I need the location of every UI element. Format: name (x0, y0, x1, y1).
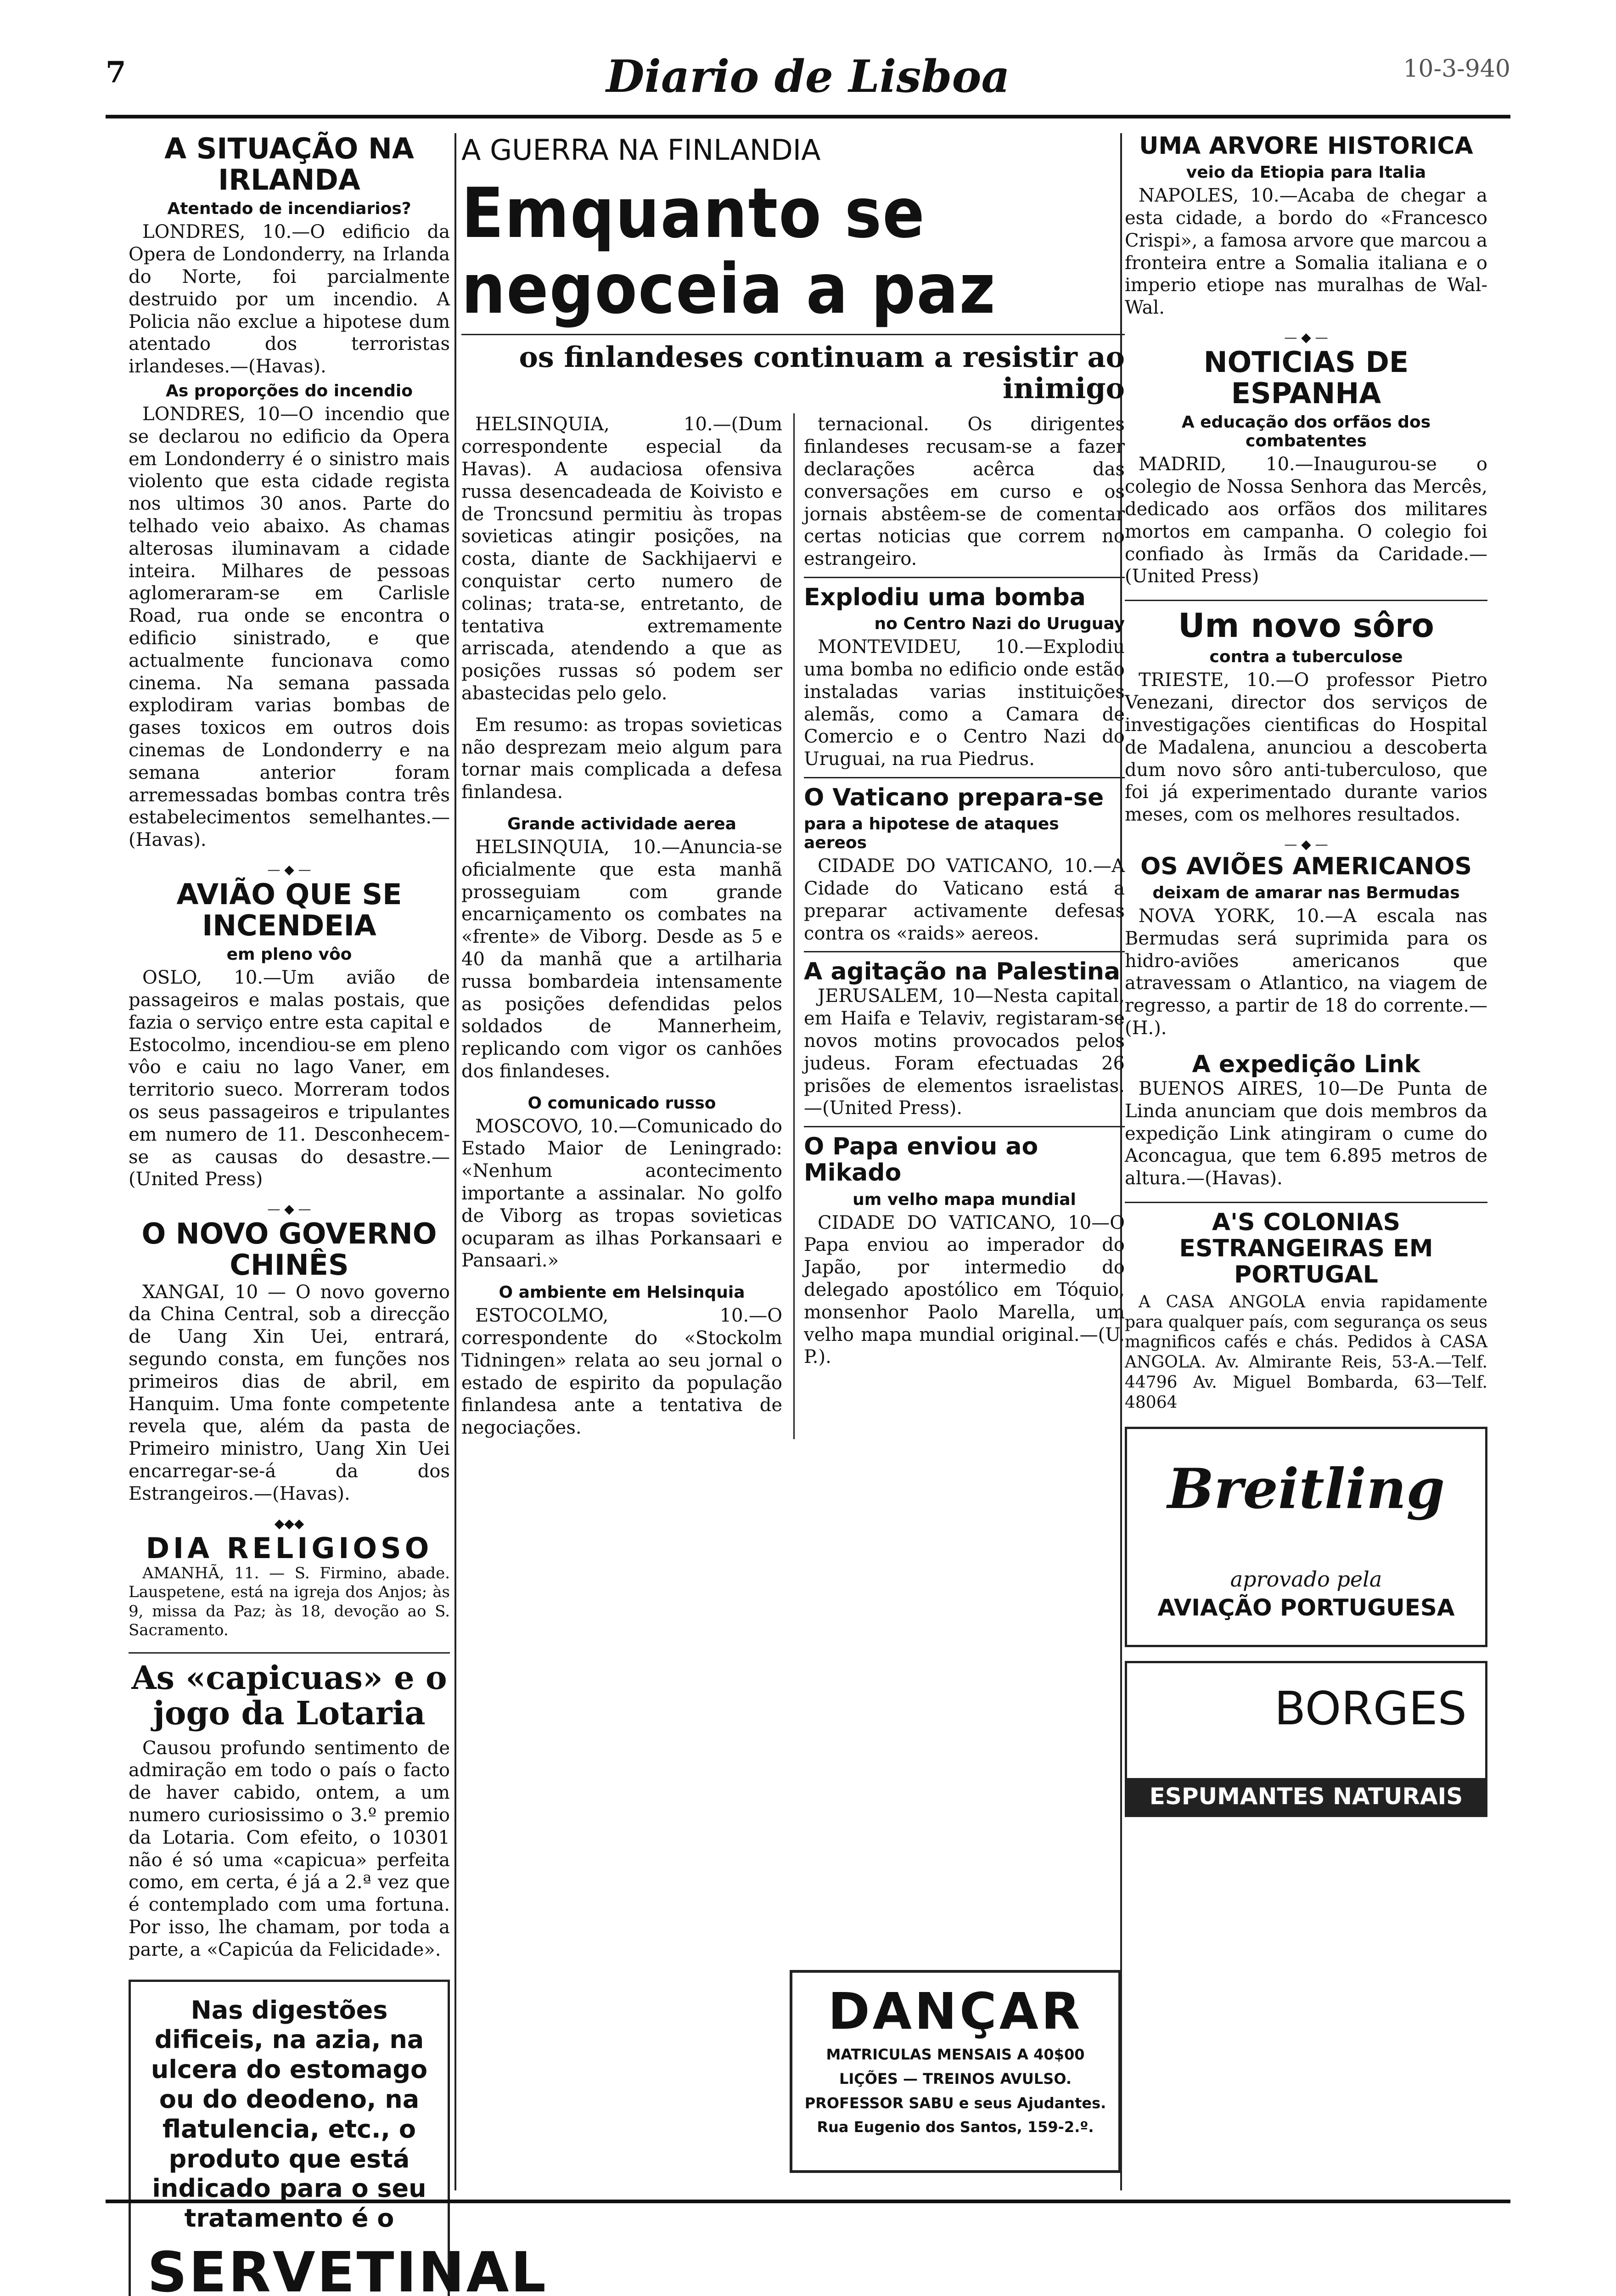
article-arvore (1125, 133, 1487, 319)
headline: A'S COLONIAS ESTRANGEIRAS EM PORTUGAL (1179, 1209, 1433, 1289)
main-deck: os finlandeses continuam a resistir ao inimigo (519, 340, 1125, 405)
paragraph: NAPOLES, 10.—Acaba de chegar a esta cidade, a bordo do «Francesco Crispi», a famosa arvore que marcou a fronteira entre a Somalia italiana e o imperio etiope nas muralhas de Wal-Wal. (1125, 185, 1487, 319)
ad-line: PROFESSOR SABU e seus Ajudantes. (804, 2094, 1106, 2112)
column-1 (129, 132, 548, 2296)
headline: AVIÃO QUE SE INCENDEIA (176, 877, 402, 943)
dancar-advertisement (790, 1970, 1121, 2173)
divider (129, 1652, 450, 1654)
divider (461, 334, 1125, 335)
headline: O Papa enviou ao Mikado (804, 1133, 1038, 1187)
paragraph: HELSINQUIA, 10.—(Dum correspondente especial da Havas). A audaciosa ofensiva russa desencadeada de Koivisto e de Troncsund permitiu às tropas sovieticas atingir posições, na costa, diante de Sackhijaervi e conquistar certo numero de colinas; trata-se, entretanto, de tentativa extremamente arriscada, atendendo a que as posições russas só podem ser abastecidas pelo gelo. (461, 414, 782, 704)
paragraph: MONTEVIDEU, 10.—Explodiu uma bomba no edificio onde estão instaladas varias instituições alemãs, como a Camara de Comercio e o Centro Nazi do Uruguai, na rua Piedrus. (804, 636, 1125, 770)
divider (804, 777, 1125, 778)
paragraph: MADRID, 10.—Inaugurou-se o colegio de Nossa Senhora das Mercês, dedicado aos orfãos dos militares mortos em campanha. O colegio foi confiado às Irmãs da Caridade.—(United Press) (1125, 454, 1487, 587)
ad-title: DANÇAR (828, 1982, 1083, 2041)
subheadline: Grande actividade aerea (507, 814, 736, 833)
newspaper-title: Diario de Lisboa (606, 51, 1010, 102)
divider (1125, 1202, 1487, 1203)
ad-text: aprovado pela (1230, 1567, 1382, 1592)
paragraph: CIDADE DO VATICANO, 10.—A Cidade do Vaticano está a preparar activamente defesas contra os «raids» aereos. (804, 855, 1125, 944)
article-soro (1125, 608, 1487, 826)
subheadline: um velho mapa mundial (853, 1190, 1076, 1209)
headline: OS AVIÕES AMERICANOS (1140, 852, 1472, 880)
paragraph: OSLO, 10.—Um avião de passageiros e malas postais, que fazia o serviço entre esta capital e Estocolmo, incendiou-se em pleno vôo e caiu no lago Vaner, em territorio sueco. Morreram todos os seus passageiros e tripulantes em numero de 11. Desconhecem-se as causas do desastre.—(United Press) (129, 967, 450, 1190)
subheadline: Atentado de incendiarios? (167, 199, 411, 219)
paragraph: MOSCOVO, 10.—Comunicado do Estado Maior de Leningrado: «Nenhum acontecimento importante a assinalar. No golfo de Viborg as tropas sovieticas ocuparam as ilhas Porkansaari e Pansaari.» (461, 1115, 782, 1272)
paragraph: AMANHÃ, 11. — S. Firmino, abade. Lauspetene, está na igreja dos Anjos; às 9, missa da Paz; às 18, devoção ao S. Sacramento. (129, 1564, 450, 1640)
headline: O Vaticano prepara-se (804, 783, 1104, 811)
headline: Um novo sôro (1178, 606, 1435, 645)
article-capicuas (129, 1660, 450, 1961)
paragraph: ternacional. Os dirigentes finlandeses recusam-se a fazer declarações acêrca das conversações em curso e os jornais abstêem-se de comentar certas noticias que correm no estrangeiro. (804, 414, 1125, 570)
paragraph: Em resumo: as tropas sovieticas não desprezam meio algum para tornar mais complicada a defesa finlandesa. (461, 714, 782, 803)
paragraph: HELSINQUIA, 10.—Anuncia-se oficialmente que esta manhã prosseguiam com grande encarniçamento os combates na «frente» de Viborg. Desde as 5 e 40 da manhã que a artilharia russa bombardeia intensamente as posições defendidas pelos soldados de Mannerheim, replicando com vigor os canhões dos finlandeses. (461, 836, 782, 1082)
article-avioes-americanos (1125, 854, 1487, 1040)
paragraph: JERUSALEM, 10—Nesta capital, em Haifa e Telaviv, registaram-se novos motins provocados pelos judeus. Foram efectuadas 26 prisões de elementos israelistas.—(United Press). (804, 985, 1125, 1119)
section-kicker: A GUERRA NA FINLANDIA (461, 133, 821, 167)
ornament-divider: ◆◆◆ (274, 1515, 304, 1531)
ad-tagline: ESPUMANTES NATURAIS (1127, 1778, 1485, 1815)
subheadline: no Centro Nazi do Uruguay (874, 614, 1125, 634)
paragraph: LONDRES, 10.—O edificio da Opera de Londonderry, na Irlanda do Norte, foi parcialmente destruido por um incendio. A Policia não exclue a hipotese dum atentado dos terroristas irlandeses.—(Havas). (129, 221, 450, 377)
subheadline: O ambiente em Helsinquia (499, 1283, 745, 1302)
subheadline: veio da Etiopia para Italia (1186, 163, 1426, 182)
paragraph: LONDRES, 10—O incendio que se declarou no edificio da Opera em Londonderry é o sinistro mais violento que esta cidade regista nos ultimos 30 anos. Parte do telhado veio abaixo. As chamas alterosas iluminavam a cidade inteira. Milhares de pessoas aglomeraram-se em Carlisle Road, rua onde se encontra o edificio sinistrado, e que actualmente funcionava como cinema. Na semana passada explodiram varias bombas de gases toxicos em outros dois cinemas de Londonderry e na semana anterior foram arremessadas bombas contra três estabelecimentos semelhantes.—(Havas). (129, 403, 450, 851)
article-dia-religioso (129, 1533, 450, 1640)
war-article-column-a (461, 413, 782, 1439)
borges-advertisement (1125, 1661, 1487, 1817)
main-headline: Emquanto se negoceia a paz (461, 174, 996, 329)
brand-logo: BORGES (1274, 1682, 1467, 1736)
ad-text: Nas digestões dificeis, na azia, na ulcera do estomago ou do deodeno, na flatulencia, etc., o produto que está indicado para o seu tratamento é o (151, 1995, 428, 2233)
headline: A agitação na Palestina (804, 958, 1121, 986)
servetinal-advertisement (129, 1980, 548, 2296)
ornament-divider: — ◆ — (267, 861, 311, 877)
paragraph: Causou profundo sentimento de admiração em todo o país o facto de haver cabido, ontem, a um numero curiosissimo o 3.º premio da Lotaria. Com efeito, o 10301 não é só uma «capicua» perfeita como, em certa, é já a 2.ª vez que é contemplado com uma fortuna. Por isso, lhe chamam, por toda a parte, a «Capicúa da Felicidade». (129, 1737, 450, 1960)
paragraph: TRIESTE, 10.—O professor Pietro Venezani, director dos serviços de investigações cientificas do Hospital de Madalena, anunciou a descoberta dum novo sôro anti-tuberculoso, que foi já experimentado durante varios meses, com os melhores resultados. (1125, 670, 1487, 826)
bottom-rule (106, 2200, 1510, 2203)
ad-line: MATRICULAS MENSAIS A 40$00 (826, 2046, 1085, 2063)
article-espanha (1125, 347, 1487, 588)
divider (1125, 600, 1487, 601)
ad-line: Rua Eugenio dos Santos, 159-2.º. (817, 2118, 1094, 2136)
subheadline: A educação dos orfãos dos combatentes (1181, 413, 1431, 451)
issue-date: 10-3-940 (1403, 55, 1510, 83)
headline: UMA ARVORE HISTORICA (1139, 132, 1473, 160)
column-2 (461, 133, 1125, 2190)
headline: O NOVO GOVERNO CHINÊS (141, 1217, 437, 1282)
masthead (106, 51, 1510, 119)
subheadline: para a hipotese de ataques aereos (804, 815, 1059, 853)
ad-text: AVIAÇÃO PORTUGUESA (1157, 1594, 1455, 1621)
headline: Explodiu uma bomba (804, 583, 1086, 611)
headline: DIA RELIGIOSO (146, 1531, 433, 1565)
subheadline: em pleno vôo (226, 945, 352, 964)
subheadline: contra a tuberculose (1209, 647, 1403, 667)
war-article-column-b (793, 413, 1125, 1439)
subheadline: O comunicado russo (527, 1093, 716, 1113)
article-governo-chines (129, 1218, 450, 1505)
ornament-divider: — ◆ — (267, 1201, 311, 1217)
paragraph: A CASA ANGOLA envia rapidamente para qualquer país, com segurança os seus magnificos cafés e chás. Pedidos à CASA ANGOLA. Av. Almirante Reis, 53-A.—Telf. 44796 Av. Miguel Bombarda, 63—Telf. 48064 (1125, 1292, 1487, 1412)
casa-angola-advertisement (1125, 1210, 1487, 1413)
paragraph: XANGAI, 10 — O novo governo da China Central, sob a direcção de Uang Xin Uei, entrará, segundo consta, em funções nos primeiros dias de abril, em Hanquim. Uma fonte competente revela que, além da pasta de Primeiro ministro, Uang Xin Uei encarregar-se-á da dos Estrangeiros.—(Havas). (129, 1281, 450, 1504)
headline: A expedição Link (1192, 1050, 1420, 1078)
ornament-divider: — ◆ — (1284, 836, 1328, 852)
headline: As «capicuas» e o jogo da Lotaria (131, 1658, 447, 1732)
divider (804, 1126, 1125, 1127)
subheadline: deixam de amarar nas Bermudas (1152, 884, 1460, 903)
divider (804, 951, 1125, 952)
divider (804, 577, 1125, 578)
headline: A SITUAÇÃO NA IRLANDA (164, 132, 414, 197)
article-irlanda (129, 133, 450, 851)
brand-logo: Breitling (1167, 1457, 1445, 1522)
paragraph: ESTOCOLMO, 10.—O correspondente do «Stockolm Tidningen» relata ao seu jornal o estado de espirito da população finlandesa ante a tentativa de negociações. (461, 1305, 782, 1439)
ad-brand: SERVETINAL (147, 2240, 548, 2296)
ornament-divider: — ◆ — (1284, 329, 1328, 345)
paragraph: CIDADE DO VATICANO, 10—O Papa enviou ao imperador do Japão, por intermedio do delegado apostólico em Tóquio, monsenhor Paolo Marella, um velho mapa mundial original.—(U. P.). (804, 1212, 1125, 1368)
breitling-advertisement (1125, 1427, 1487, 1647)
headline: NOTICIAS DE ESPANHA (1203, 345, 1409, 411)
paragraph: BUENOS AIRES, 10—De Punta de Linda anunciam que dois membros da expedição Link atingiram o cume do Aconcagua, que tem 6.895 metros de altura.—(Havas). (1125, 1078, 1487, 1189)
article-aviao (129, 879, 450, 1191)
top-rule (106, 115, 1510, 118)
subheadline: As proporções do incendio (165, 381, 413, 400)
column-separator (454, 133, 456, 2190)
paragraph: NOVA YORK, 10.—A escala nas Bermudas será suprimida para os hidro-aviões americanos que atravessam o Atlantico, na viagem de regresso, a partir de 18 do corrente.— (H.). (1125, 906, 1487, 1039)
page-number: 7 (106, 55, 126, 90)
article-expedicao-link (1125, 1052, 1487, 1190)
ad-line: LIÇÕES — TREINOS AVULSO. (839, 2070, 1072, 2088)
column-4 (1125, 133, 1487, 2190)
